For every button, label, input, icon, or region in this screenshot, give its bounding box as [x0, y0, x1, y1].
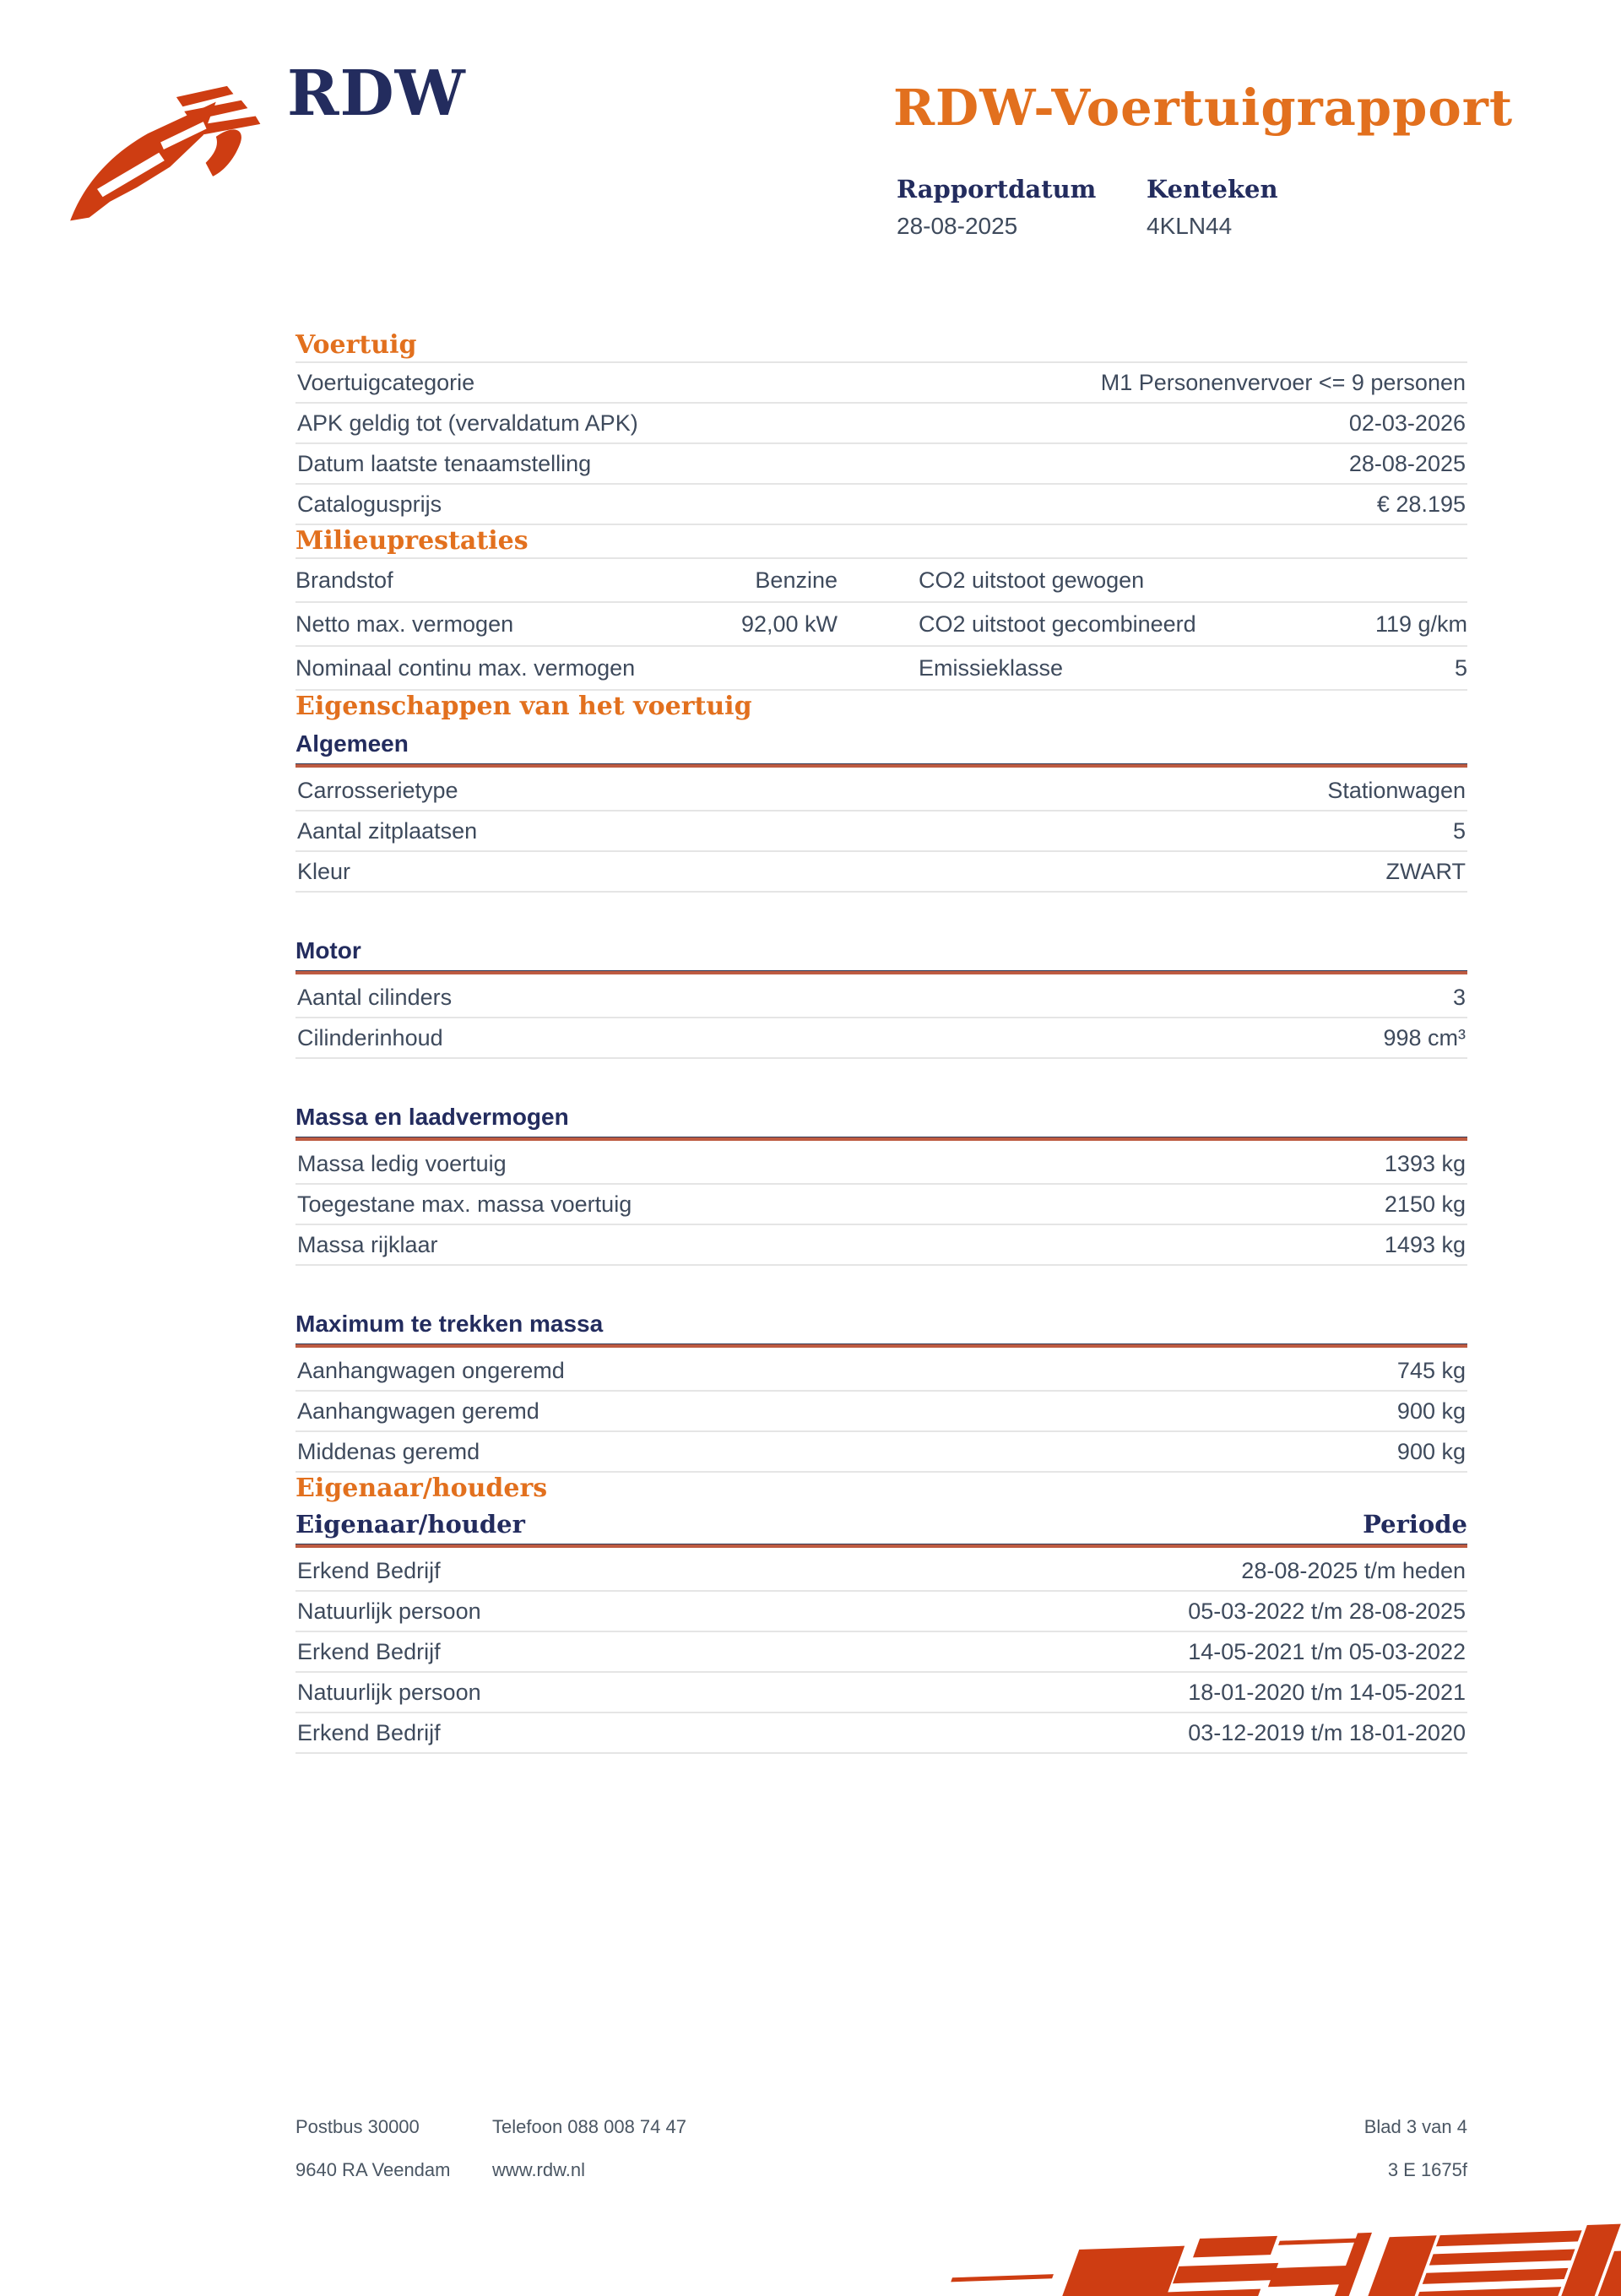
milieuprestaties-table [295, 557, 1467, 691]
row-value: 998 cm³ [1383, 1025, 1466, 1050]
owner-period: 05-03-2022 t/m 28-08-2025 [1188, 1599, 1466, 1624]
row-value: 900 kg [1396, 1398, 1466, 1424]
table-row [295, 645, 1467, 689]
table-row [295, 601, 1467, 645]
row-value: 900 kg [1396, 1439, 1466, 1464]
row-value: 92,00 kW [740, 611, 838, 637]
row-value: ZWART [1385, 859, 1466, 884]
owner-period: 18-01-2020 t/m 14-05-2021 [1188, 1680, 1466, 1705]
table-row [295, 1224, 1467, 1264]
table-row [295, 974, 1467, 1017]
rdw-wordmark: RDW [287, 57, 466, 130]
row-value: 119 g/km [1374, 611, 1467, 637]
row-value: 5 [1452, 818, 1466, 844]
owner-name: Natuurlijk persoon [297, 1599, 481, 1624]
row-value: 3 [1452, 985, 1466, 1010]
table-row [295, 768, 1467, 810]
table-row [295, 483, 1467, 524]
subsection-title: Maximum te trekken massa [295, 1311, 604, 1337]
table-row [295, 1590, 1467, 1631]
row-label: Aantal cilinders [297, 985, 453, 1010]
rdw-feather-icon [59, 64, 265, 233]
row-label: Emissieklasse [919, 655, 1064, 681]
row-left-half [295, 611, 838, 637]
owner-name: Erkend Bedrijf [297, 1558, 441, 1583]
section-title-voertuig: Voertuig [295, 330, 417, 360]
row-label: CO2 uitstoot gecombineerd [919, 611, 1196, 637]
row-right-half [919, 611, 1467, 637]
license-block [1147, 176, 1396, 240]
voertuig-table [295, 361, 1467, 525]
table-row [295, 1712, 1467, 1752]
table-row [295, 1548, 1467, 1590]
row-value: 5 [1454, 655, 1467, 681]
footer-website: www.rdw.nl [492, 2159, 586, 2180]
table-row [295, 557, 1467, 601]
table-row [295, 442, 1467, 483]
section-title-milieuprestaties: Milieuprestaties [295, 526, 529, 556]
report-date-value: 28-08-2025 [897, 213, 1018, 239]
row-label: Cilinderinhoud [297, 1025, 443, 1050]
owners-header-row [295, 1510, 1467, 1539]
report-date-label: Rapportdatum [897, 175, 1097, 204]
row-value: 02-03-2026 [1348, 410, 1466, 436]
row-label: Datum laatste tenaamstelling [297, 451, 592, 476]
subsection-title: Algemeen [295, 730, 409, 757]
row-value: Stationwagen [1327, 778, 1466, 803]
owner-period: 28-08-2025 t/m heden [1241, 1558, 1466, 1583]
subsection-table [295, 1141, 1467, 1266]
eigenschappen-subsections [295, 730, 1467, 1473]
table-row [295, 1430, 1467, 1471]
license-label: Kenteken [1147, 175, 1278, 204]
owner-period: 14-05-2021 t/m 05-03-2022 [1188, 1639, 1466, 1664]
license-value: 4KLN44 [1147, 213, 1233, 239]
subsection-table [295, 974, 1467, 1059]
row-value: 1493 kg [1384, 1232, 1466, 1257]
speed-stripes-graphic [935, 2193, 1621, 2296]
table-row [295, 1183, 1467, 1224]
report-body [295, 329, 1467, 1754]
row-label: Massa rijklaar [297, 1232, 438, 1257]
row-label: Toegestane max. massa voertuig [297, 1191, 632, 1217]
table-row [295, 1141, 1467, 1183]
row-label: Aanhangwagen ongeremd [297, 1358, 565, 1383]
report-meta [897, 176, 1396, 240]
owners-col-owner: Eigenaar/houder [295, 1510, 525, 1539]
row-label: Kleur [297, 859, 351, 884]
owner-period: 03-12-2019 t/m 18-01-2020 [1188, 1720, 1466, 1745]
report-date-block [897, 176, 1147, 240]
owners-table [295, 1548, 1467, 1754]
row-label: Aanhangwagen geremd [297, 1398, 539, 1424]
row-left-half [295, 567, 838, 593]
row-label: Nominaal continu max. vermogen [295, 655, 636, 681]
table-row [295, 810, 1467, 850]
row-label: Brandstof [295, 567, 393, 593]
row-value: M1 Personenvervoer <= 9 personen [1100, 370, 1466, 395]
row-left-half [295, 655, 838, 681]
row-value: 2150 kg [1384, 1191, 1466, 1217]
table-row [295, 1631, 1467, 1671]
row-label: Catalogusprijs [297, 491, 442, 517]
row-label: Middenas geremd [297, 1439, 480, 1464]
footer-phone: Telefoon 088 008 74 47 [492, 2116, 686, 2137]
footer-address-line2: 9640 RA Veendam [295, 2159, 451, 2180]
row-right-half [919, 567, 1467, 593]
subsection-title: Massa en laadvermogen [295, 1104, 569, 1130]
row-value: 745 kg [1396, 1358, 1466, 1383]
section-title-eigenaars: Eigenaar/houders [295, 1474, 548, 1503]
owner-name: Erkend Bedrijf [297, 1720, 441, 1745]
owner-name: Erkend Bedrijf [297, 1639, 441, 1664]
subsection-title: Motor [295, 937, 361, 963]
table-row [295, 1671, 1467, 1712]
row-right-half [919, 655, 1467, 681]
row-label: Voertuigcategorie [297, 370, 475, 395]
row-label: Aantal zitplaatsen [297, 818, 478, 844]
footer-address-line1: Postbus 30000 [295, 2116, 420, 2137]
row-label: Massa ledig voertuig [297, 1151, 507, 1176]
owner-name: Natuurlijk persoon [297, 1680, 481, 1705]
row-label: Netto max. vermogen [295, 611, 514, 637]
footer-doc-code: 3 E 1675f [1387, 2159, 1467, 2180]
table-row [295, 850, 1467, 891]
table-row [295, 1348, 1467, 1390]
owners-col-period: Periode [1363, 1510, 1467, 1539]
row-label: APK geldig tot (vervaldatum APK) [297, 410, 638, 436]
row-value: Benzine [755, 567, 838, 593]
table-row [295, 361, 1467, 402]
footer-page-indicator: Blad 3 van 4 [1363, 2116, 1467, 2137]
page-title: RDW-Voertuigrapport [893, 79, 1514, 137]
row-value: 1393 kg [1384, 1151, 1466, 1176]
subsection-table [295, 1348, 1467, 1473]
table-row [295, 402, 1467, 442]
row-value: € 28.195 [1376, 491, 1466, 517]
section-title-eigenschappen: Eigenschappen van het voertuig [295, 692, 752, 721]
table-row [295, 1017, 1467, 1057]
row-label: CO2 uitstoot gewogen [919, 567, 1145, 593]
row-value: 28-08-2025 [1348, 451, 1466, 476]
subsection-table [295, 768, 1467, 893]
table-row [295, 1390, 1467, 1430]
row-label: Carrosserietype [297, 778, 458, 803]
page-footer [295, 2116, 1467, 2181]
